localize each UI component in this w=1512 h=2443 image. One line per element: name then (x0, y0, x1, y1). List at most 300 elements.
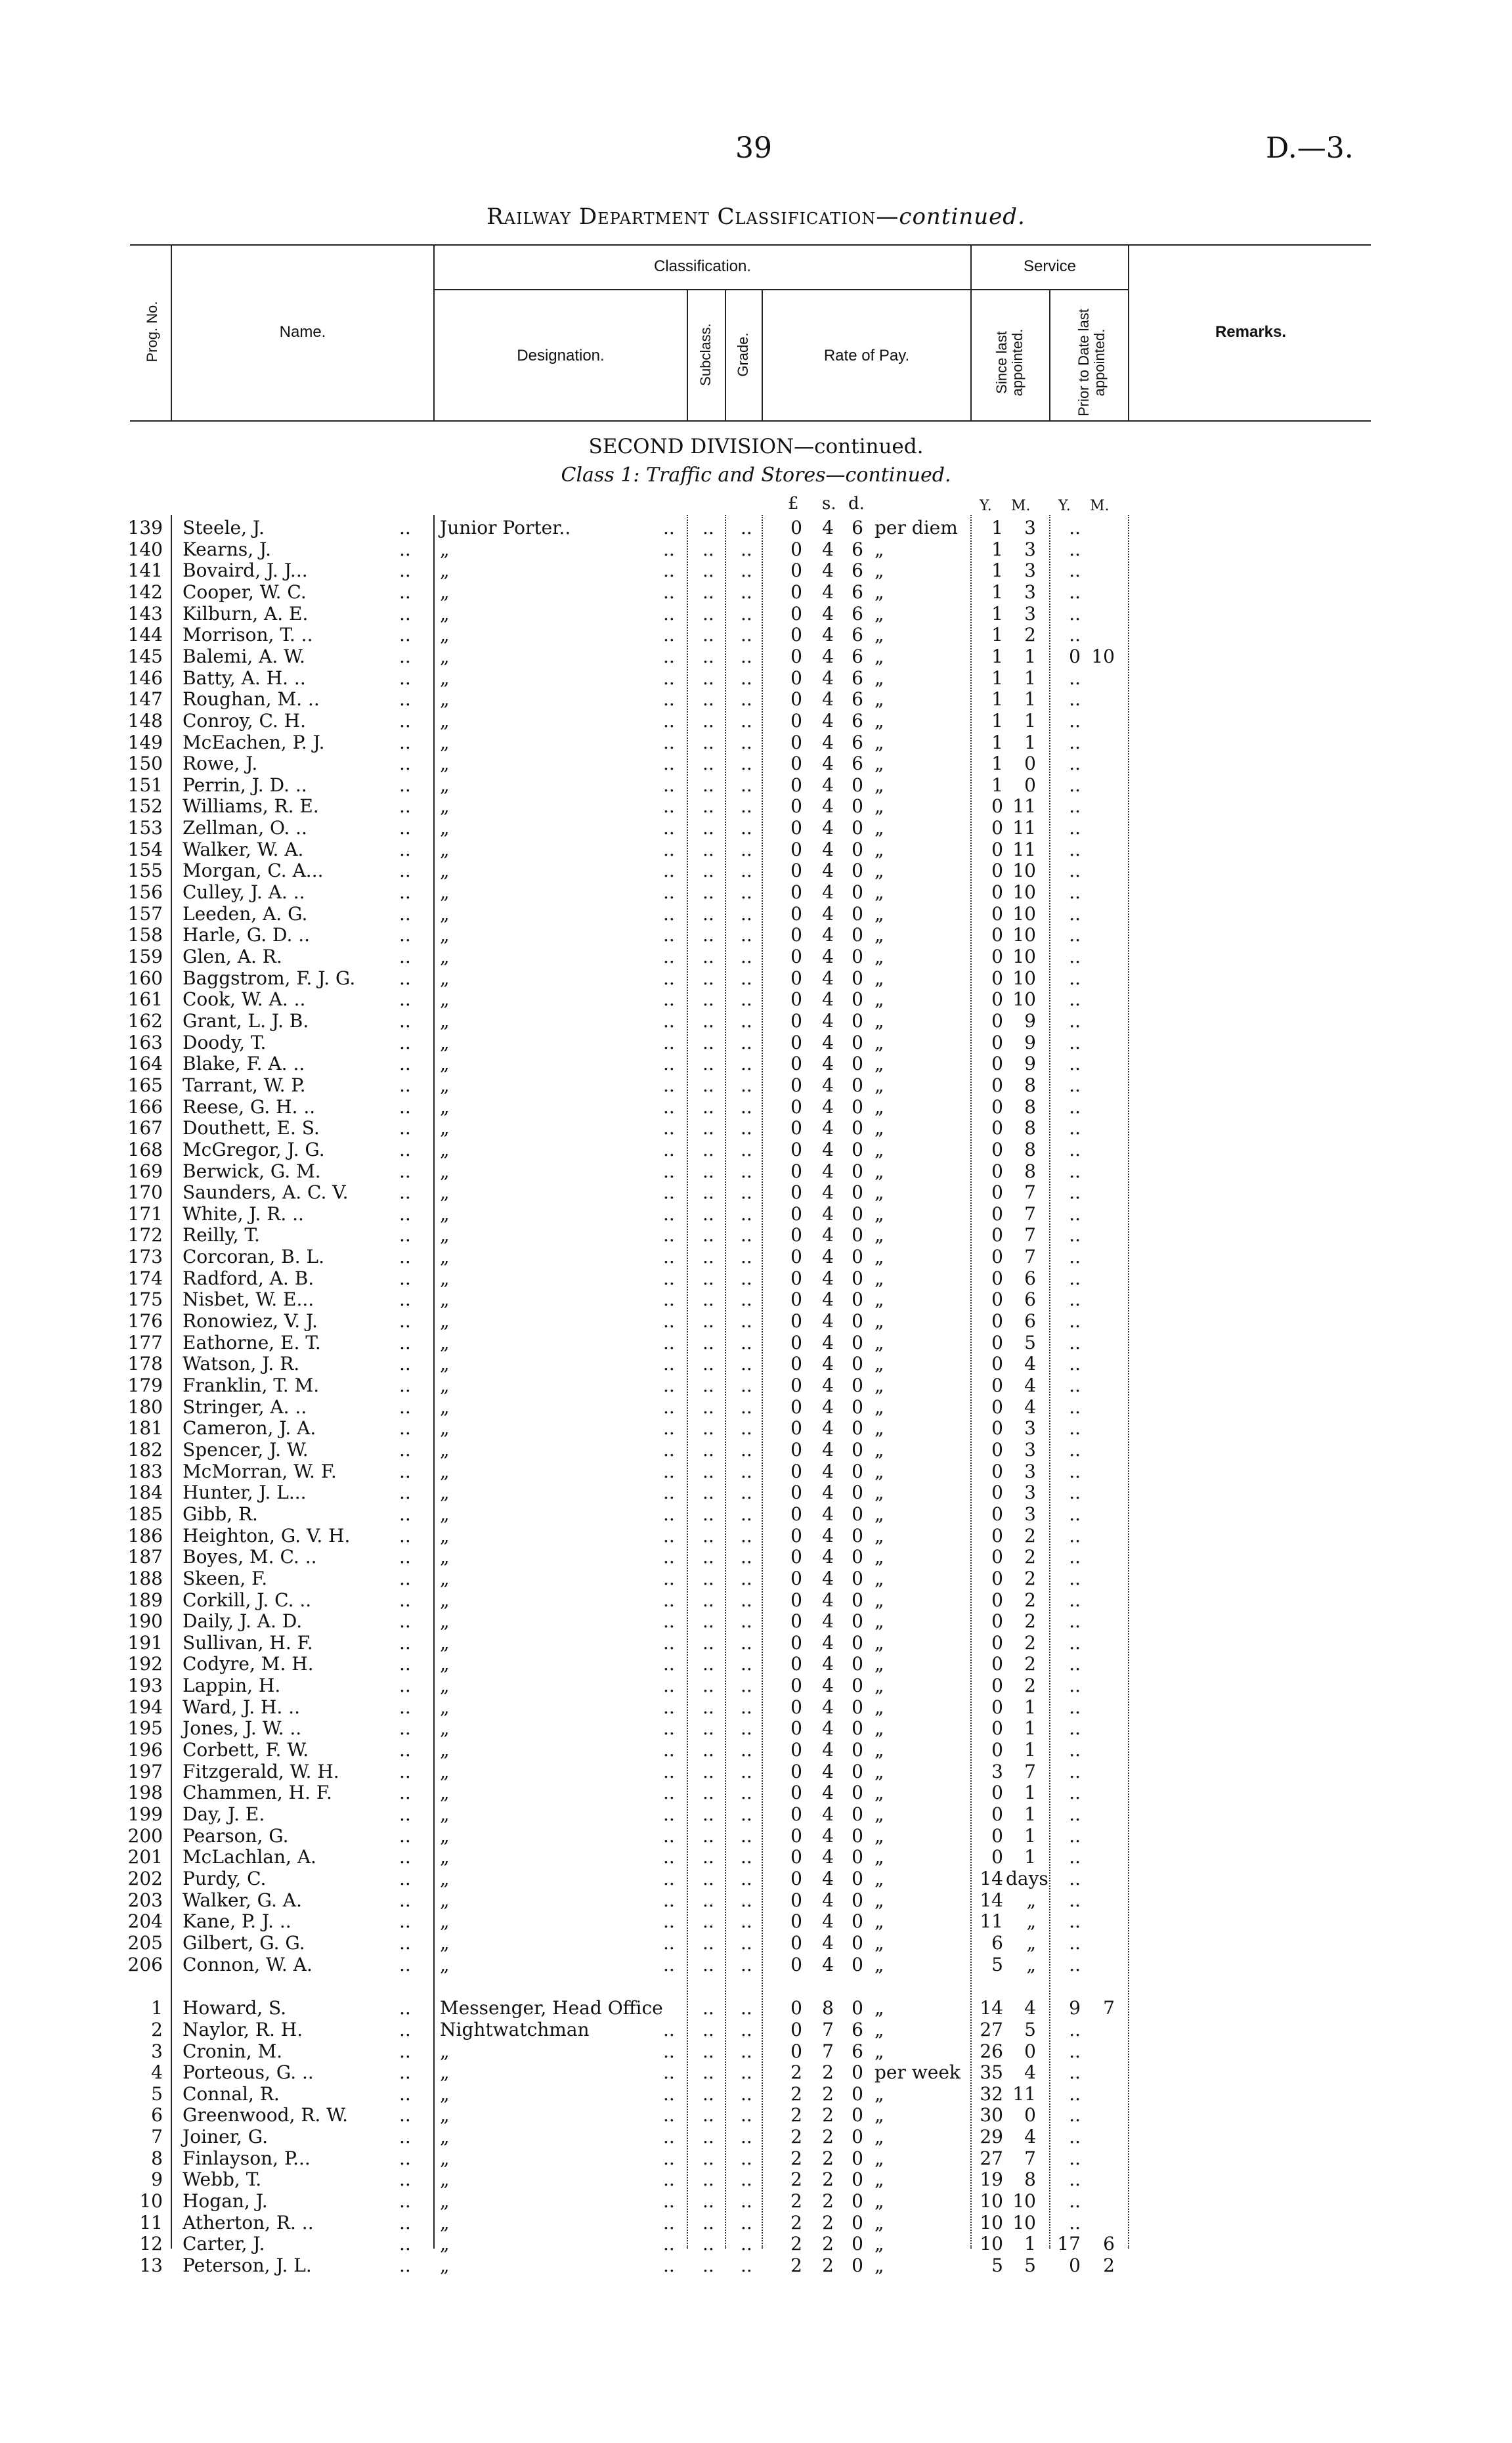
designation-leader: .. (663, 1375, 675, 1396)
since-years: 0 (991, 1653, 1003, 1675)
prog-no: 184 (127, 1482, 163, 1504)
subclass: .. (702, 1824, 714, 1847)
name-leader: .. (399, 1310, 411, 1332)
name-leader: .. (399, 517, 411, 539)
rate-shillings: 4 (822, 1782, 834, 1804)
table-row (0, 1826, 1512, 1847)
prog-no: 155 (127, 860, 163, 882)
employee-name: Leeden, A. G. (183, 902, 308, 925)
subclass: .. (702, 731, 714, 753)
table-row (0, 668, 1512, 689)
name-leader: .. (399, 795, 411, 818)
name-leader: .. (399, 1438, 411, 1461)
designation-leader: .. (663, 967, 675, 989)
rate-period: „ (875, 1246, 884, 1268)
name-leader: .. (399, 967, 411, 989)
prog-no: 146 (127, 667, 163, 689)
designation-leader: .. (663, 2018, 675, 2040)
designation: „ (440, 753, 450, 775)
rate-shillings: 4 (822, 1246, 834, 1268)
rate-pounds: 0 (790, 1846, 802, 1868)
rate-period: „ (875, 2147, 884, 2169)
header-top-rule (130, 244, 1371, 246)
designation: „ (440, 1009, 450, 1032)
table-title-continued: continued. (899, 204, 1026, 230)
since-years: 0 (991, 1310, 1003, 1332)
rate-pence: 0 (852, 1160, 863, 1182)
name-leader: .. (399, 1181, 411, 1204)
subclass: .. (702, 1910, 714, 1933)
prior-years: .. (1069, 1267, 1081, 1289)
header-classification: Classification. (653, 257, 752, 275)
rate-shillings: 4 (822, 1310, 834, 1332)
since-months: 1 (1024, 1782, 1036, 1804)
rate-pence: 0 (852, 1610, 863, 1633)
since-months: 4 (1024, 2126, 1036, 2148)
name-leader: .. (399, 2255, 411, 2276)
employee-name: Connal, R. (183, 2082, 280, 2105)
prior-years: .. (1069, 946, 1081, 967)
since-years: 10 (980, 2211, 1003, 2234)
designation-leader: .. (663, 1546, 675, 1568)
rate-shillings: 4 (822, 560, 834, 582)
prog-no: 157 (127, 902, 163, 925)
designation-leader: .. (663, 1288, 675, 1311)
designation: „ (440, 1889, 450, 1911)
grade: .. (741, 1095, 752, 1118)
prog-no: 200 (127, 1824, 163, 1847)
employee-name: Conroy, C. H. (183, 709, 307, 732)
since-years: 0 (991, 1610, 1003, 1633)
grade: .. (741, 1931, 752, 1954)
subclass: .. (702, 1288, 714, 1311)
name-leader: .. (399, 753, 411, 775)
since-months: 5 (1024, 1331, 1036, 1354)
employee-name: Connon, W. A. (183, 1953, 313, 1975)
rate-shillings: 4 (822, 1696, 834, 1718)
name-leader: .. (399, 1246, 411, 1268)
rate-period: „ (875, 1224, 884, 1246)
since-years: 0 (991, 1631, 1003, 1654)
rate-pounds: 2 (790, 2233, 802, 2255)
rate-pence: 6 (852, 709, 863, 732)
rate-shillings: 4 (822, 1760, 834, 1782)
prog-no: 169 (127, 1160, 163, 1182)
table-title-main: Railway Department Classification— (486, 204, 899, 230)
name-leader: .. (399, 1417, 411, 1440)
rate-shillings: 8 (822, 1997, 834, 2019)
prog-no: 150 (127, 753, 163, 775)
subclass: .. (702, 2082, 714, 2105)
unit-pence: d. (848, 494, 865, 514)
prog-no: 199 (127, 1803, 163, 1825)
prior-years: .. (1069, 688, 1081, 711)
employee-name: Kearns, J. (183, 538, 271, 560)
designation-leader: .. (663, 1310, 675, 1332)
prior-years: .. (1069, 560, 1081, 582)
designation-leader: .. (663, 581, 675, 603)
prog-no: 182 (127, 1438, 163, 1461)
table-row (0, 1182, 1512, 1203)
table-row (0, 1697, 1512, 1718)
prior-years: .. (1069, 1846, 1081, 1868)
rate-shillings: 2 (822, 2104, 834, 2126)
table-row (0, 560, 1512, 581)
employee-name: Hunter, J. L... (183, 1482, 307, 1504)
name-leader: .. (399, 1739, 411, 1761)
since-months: 7 (1024, 2147, 1036, 2169)
document-reference: D.—3. (1266, 131, 1354, 165)
prog-no: 7 (151, 2126, 163, 2148)
rate-pence: 0 (852, 1503, 863, 1525)
rate-pounds: 0 (790, 1953, 802, 1975)
grade: .. (741, 967, 752, 989)
designation: „ (440, 2061, 450, 2084)
rate-period: „ (875, 946, 884, 967)
rate-period: „ (875, 1653, 884, 1675)
subclass: .. (702, 1138, 714, 1160)
prog-no: 181 (127, 1417, 163, 1440)
prior-years: .. (1069, 1246, 1081, 1268)
table-row (0, 1782, 1512, 1803)
designation: „ (440, 667, 450, 689)
grade: .. (741, 1953, 752, 1975)
designation: „ (440, 1760, 450, 1782)
employee-name: Glen, A. R. (183, 946, 282, 967)
rate-pounds: 0 (790, 1396, 802, 1418)
employee-name: Morrison, T. .. (183, 624, 313, 646)
grade: .. (741, 1889, 752, 1911)
designation: „ (440, 1803, 450, 1825)
table-row (0, 689, 1512, 710)
prior-years: .. (1069, 1396, 1081, 1418)
rate-shillings: 4 (822, 688, 834, 711)
employee-name: McEachen, P. J. (183, 731, 325, 753)
rate-period: „ (875, 1997, 884, 2019)
subclass: .. (702, 1160, 714, 1182)
name-leader: .. (399, 2126, 411, 2148)
prior-years: .. (1069, 2082, 1081, 2105)
grade: .. (741, 1675, 752, 1697)
designation: „ (440, 645, 450, 667)
grade: .. (741, 731, 752, 753)
designation: „ (440, 1396, 450, 1418)
grade: .. (741, 1653, 752, 1675)
rate-pounds: 2 (790, 2126, 802, 2148)
subclass: .. (702, 1675, 714, 1697)
rate-pounds: 0 (790, 1160, 802, 1182)
rate-shillings: 4 (822, 624, 834, 646)
table-row (0, 1654, 1512, 1675)
grade: .. (741, 602, 752, 625)
subclass: .. (702, 753, 714, 775)
rate-shillings: 4 (822, 1267, 834, 1289)
rate-pounds: 0 (790, 1889, 802, 1911)
table-row (0, 1032, 1512, 1053)
rate-period: „ (875, 1867, 884, 1889)
table-row (0, 1526, 1512, 1547)
rate-period: „ (875, 538, 884, 560)
rate-pence: 0 (852, 1438, 863, 1461)
rate-pence: 0 (852, 1375, 863, 1396)
since-months: 10 (1012, 2190, 1036, 2212)
since-years: 0 (991, 1138, 1003, 1160)
prior-years: .. (1069, 1546, 1081, 1568)
rate-pounds: 0 (790, 1095, 802, 1118)
table-row (0, 904, 1512, 925)
designation-leader: .. (663, 1910, 675, 1933)
prior-years: .. (1069, 1824, 1081, 1847)
table-row (0, 1633, 1512, 1654)
prog-no: 13 (139, 2255, 163, 2276)
since-months: 4 (1024, 1353, 1036, 1375)
since-months: 9 (1024, 1053, 1036, 1075)
rate-pence: 0 (852, 1181, 863, 1204)
since-months: 8 (1024, 1138, 1036, 1160)
rate-pence: 0 (852, 1567, 863, 1589)
since-years: 0 (991, 1375, 1003, 1396)
table-row (0, 1204, 1512, 1225)
rate-pounds: 2 (790, 2211, 802, 2234)
grade: .. (741, 1031, 752, 1053)
name-leader: .. (399, 2233, 411, 2255)
table-row (0, 1482, 1512, 1503)
rate-period: „ (875, 2211, 884, 2234)
subclass: .. (702, 1117, 714, 1139)
prior-years: .. (1069, 2018, 1081, 2040)
prog-no: 167 (127, 1117, 163, 1139)
since-months: „ (1026, 1931, 1036, 1954)
prog-no: 186 (127, 1524, 163, 1547)
table-row (0, 1675, 1512, 1696)
name-leader: .. (399, 1889, 411, 1911)
since-months: 1 (1024, 1803, 1036, 1825)
prog-no: 191 (127, 1631, 163, 1654)
subclass: .. (702, 1931, 714, 1954)
rate-shillings: 4 (822, 753, 834, 775)
subclass: .. (702, 688, 714, 711)
name-leader: .. (399, 1288, 411, 1311)
unit-shillings: s. (822, 494, 836, 514)
subclass: .. (702, 2126, 714, 2148)
name-leader: .. (399, 1160, 411, 1182)
grade: .. (741, 753, 752, 775)
table-row (0, 1933, 1512, 1954)
designation-leader: .. (663, 860, 675, 882)
designation: „ (440, 1460, 450, 1482)
designation-leader: .. (663, 1610, 675, 1633)
rate-shillings: 4 (822, 1653, 834, 1675)
subclass: .. (702, 1653, 714, 1675)
prog-no: 149 (127, 731, 163, 753)
grade: .. (741, 2211, 752, 2234)
designation-leader: .. (663, 1095, 675, 1118)
table-row (0, 1246, 1512, 1267)
employee-name: Doody, T. (183, 1031, 267, 1053)
rate-period: „ (875, 1760, 884, 1782)
prog-no: 198 (127, 1782, 163, 1804)
designation: „ (440, 1202, 450, 1225)
designation: „ (440, 1503, 450, 1525)
designation: Nightwatchman (440, 2018, 590, 2040)
subclass: .. (702, 1717, 714, 1740)
rate-pence: 0 (852, 1482, 863, 1504)
prog-no: 143 (127, 602, 163, 625)
prior-years: .. (1069, 1567, 1081, 1589)
grade: .. (741, 1438, 752, 1461)
employee-name: Cronin, M. (183, 2040, 283, 2062)
grade: .. (741, 1503, 752, 1525)
prior-years: .. (1069, 1288, 1081, 1311)
prog-no: 194 (127, 1696, 163, 1718)
prog-no: 196 (127, 1739, 163, 1761)
grade: .. (741, 1803, 752, 1825)
prior-years: .. (1069, 2211, 1081, 2234)
grade: .. (741, 1717, 752, 1740)
rate-shillings: 4 (822, 1589, 834, 1611)
rate-pounds: 0 (790, 1224, 802, 1246)
rate-period: „ (875, 2040, 884, 2062)
rate-period: „ (875, 1717, 884, 1740)
designation: „ (440, 1653, 450, 1675)
prior-years: .. (1069, 1782, 1081, 1804)
rate-period: „ (875, 688, 884, 711)
designation: „ (440, 1138, 450, 1160)
rate-shillings: 4 (822, 1074, 834, 1096)
table-row (0, 1118, 1512, 1139)
subclass: .. (702, 1567, 714, 1589)
since-years: 0 (991, 1696, 1003, 1718)
name-leader: .. (399, 1031, 411, 1053)
prior-years: .. (1069, 731, 1081, 753)
name-leader: .. (399, 1482, 411, 1504)
prog-no: 147 (127, 688, 163, 711)
table-row (0, 1547, 1512, 1568)
rate-pence: 6 (852, 2040, 863, 2062)
designation-leader: .. (663, 2255, 675, 2276)
rate-period: „ (875, 1675, 884, 1697)
rate-pence: 0 (852, 1953, 863, 1975)
grade: .. (741, 1160, 752, 1182)
employee-name: Codyre, M. H. (183, 1653, 314, 1675)
rate-shillings: 4 (822, 988, 834, 1011)
rate-shillings: 2 (822, 2190, 834, 2212)
prog-no: 139 (127, 517, 163, 539)
rate-pence: 0 (852, 2255, 863, 2276)
name-leader: .. (399, 731, 411, 753)
grade: .. (741, 1246, 752, 1268)
rate-period: „ (875, 1803, 884, 1825)
employee-name: Spencer, J. W. (183, 1438, 309, 1461)
since-months: 0 (1024, 2104, 1036, 2126)
designation: „ (440, 988, 450, 1011)
subclass: .. (702, 860, 714, 882)
designation-leader: .. (663, 1224, 675, 1246)
designation: „ (440, 1953, 450, 1975)
since-years: 0 (991, 795, 1003, 818)
rate-pence: 0 (852, 1867, 863, 1889)
prog-no: 140 (127, 538, 163, 560)
rate-shillings: 4 (822, 1610, 834, 1633)
table-row (0, 2062, 1512, 2083)
subclass: .. (702, 1760, 714, 1782)
prog-no: 179 (127, 1375, 163, 1396)
employee-name: Ronowiez, V. J. (183, 1310, 318, 1332)
table-row (0, 968, 1512, 989)
grade: .. (741, 517, 752, 539)
rate-period: „ (875, 924, 884, 946)
since-months: 4 (1024, 2061, 1036, 2084)
table-row (0, 2191, 1512, 2212)
rate-period: „ (875, 1074, 884, 1096)
table-row (0, 796, 1512, 817)
designation-leader: .. (663, 2061, 675, 2084)
designation: „ (440, 1717, 450, 1740)
since-months: 11 (1012, 2082, 1036, 2105)
since-months: 1 (1024, 1696, 1036, 1718)
rate-period: „ (875, 1910, 884, 1933)
designation-leader: .. (663, 1803, 675, 1825)
table-row (0, 1804, 1512, 1825)
rate-shillings: 2 (822, 2168, 834, 2191)
designation: „ (440, 817, 450, 839)
table-row (0, 1568, 1512, 1589)
name-leader: .. (399, 645, 411, 667)
since-years: 0 (991, 881, 1003, 904)
prior-months: 10 (1091, 645, 1115, 667)
rate-pounds: 0 (790, 2040, 802, 2062)
rate-pounds: 0 (790, 1760, 802, 1782)
since-years: 0 (991, 817, 1003, 839)
rate-pounds: 0 (790, 1310, 802, 1332)
since-months: 8 (1024, 1074, 1036, 1096)
grade: .. (741, 1910, 752, 1933)
rate-pounds: 0 (790, 1117, 802, 1139)
table-row (0, 989, 1512, 1010)
since-months: 5 (1024, 2018, 1036, 2040)
rate-shillings: 4 (822, 602, 834, 625)
designation: „ (440, 1675, 450, 1697)
rate-pounds: 0 (790, 1803, 802, 1825)
rate-period: „ (875, 1889, 884, 1911)
rate-shillings: 4 (822, 1846, 834, 1868)
rate-period: „ (875, 795, 884, 818)
designation: „ (440, 538, 450, 560)
prior-years: .. (1069, 1889, 1081, 1911)
rate-pounds: 0 (790, 688, 802, 711)
since-months: 6 (1024, 1310, 1036, 1332)
since-years: 0 (991, 988, 1003, 1011)
prog-no: 11 (139, 2211, 163, 2234)
since-months: 0 (1024, 2040, 1036, 2062)
prior-years: .. (1069, 1610, 1081, 1633)
rate-pence: 0 (852, 924, 863, 946)
designation: „ (440, 1031, 450, 1053)
rate-pence: 0 (852, 1224, 863, 1246)
table-row (0, 625, 1512, 646)
grade: .. (741, 924, 752, 946)
rate-pence: 6 (852, 731, 863, 753)
prior-years: .. (1069, 1160, 1081, 1182)
since-years: 1 (991, 538, 1003, 560)
rate-period: „ (875, 1782, 884, 1804)
prior-years: .. (1069, 667, 1081, 689)
since-months: 3 (1024, 538, 1036, 560)
subclass: .. (702, 2211, 714, 2234)
employee-name: Roughan, M. .. (183, 688, 320, 711)
grade: .. (741, 1417, 752, 1440)
designation-leader: .. (663, 1396, 675, 1418)
